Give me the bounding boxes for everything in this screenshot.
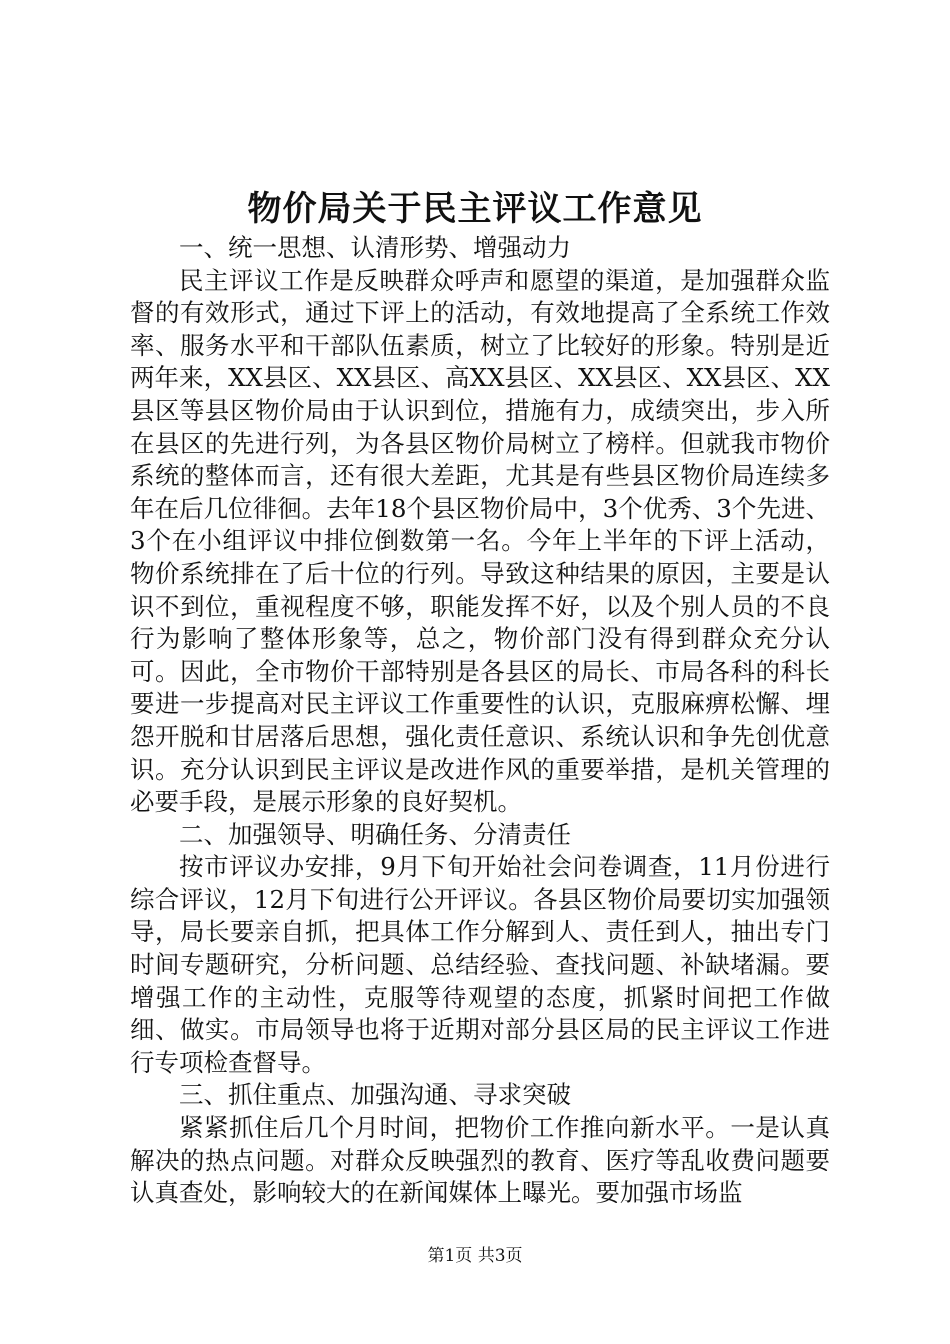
page-footer: 第1页 共3页 (427, 1246, 523, 1266)
document-body (130, 232, 830, 1210)
section-heading-3: 三、抓住重点、加强沟通、寻求突破 (179, 1080, 571, 1110)
paragraph-1: 民主评议工作是反映群众呼声和愿望的渠道，是加强群众监督的有效形式，通过下评上的活动，有效地提高了全系统工作效率、服务水平和干部队伍素质，树立了比较好的形象。特别是近两年来，XX县区、XX县区、高XX县区、XX县区、XX县区、XX县区等县区物价局由于认识到位，措施有力，成绩突出，步入所在县区的先进行列，为各县区物价局树立了榜样。但就我市物价系统的整体而言，还有很大差距，尤其是有些县区物价局连续多年在后几位徘徊。去年18个县区物价局中，3个优秀、3个先进、3个在小组评议中排位倒数第一名。今年上半年的下评上活动，物价系统排在了后十位的行列。导致这种结果的原因，主要是认识不到位，重视程度不够，职能发挥不好，以及个别人员的不良行为影响了整体形象等，总之，物价部门没有得到群众充分认可。因此，全市物价干部特别是各县区的局长、市局各科的科长要进一步提高对民主评议工作重要性的认识，克服麻痹松懈、埋怨开脱和甘居落后思想，强化责任意识、系统认识和争先创优意识。充分认识到民主评议是改进作风的重要举措，是机关管理的必要手段，是展示形象的良好契机。 (130, 265, 830, 817)
document-title: 物价局关于民主评议工作意见 (247, 189, 703, 229)
section-heading-2: 二、加强领导、明确任务、分清责任 (179, 819, 571, 849)
section-heading-1: 一、统一思想、认清形势、增强动力 (179, 233, 571, 262)
paragraph-3: 紧紧抓住后几个月时间，把物价工作推向新水平。一是认真解决的热点问题。对群众反映强烈的教育、医疗等乱收费问题要认真查处，影响较大的在新闻媒体上曝光。要加强市场监 (130, 1113, 830, 1208)
paragraph-2: 按市评议办安排，9月下旬开始社会问卷调查，11月份进行综合评议，12月下旬进行公开评议。各县区物价局要切实加强领导，局长要亲自抓，把具体工作分解到人、责任到人，抽出专门时间专题研究，分析问题、总结经验、查找问题、补缺堵漏。要增强工作的主动性，克服等待观望的态度，抓紧时间把工作做细、做实。市局领导也将于近期对部分县区局的民主评议工作进行专项检查督导。 (130, 852, 830, 1077)
